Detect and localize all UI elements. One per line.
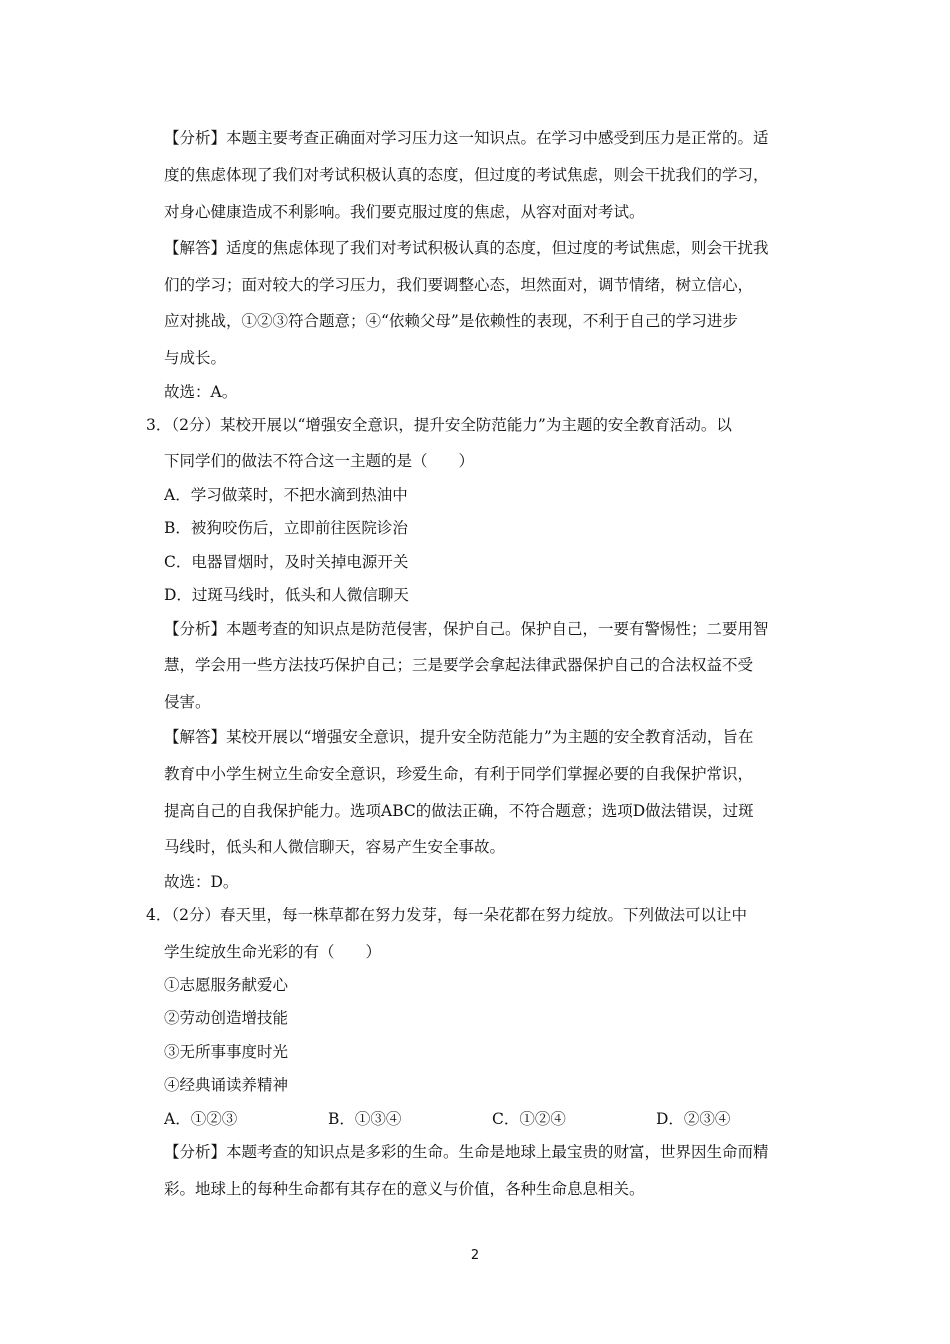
q3-stem-line-2: 下同学们的做法不符合这一主题的是（ ） [164, 452, 475, 470]
page-number: 2 [470, 1248, 480, 1263]
q2-analysis-line-3: 对身心健康造成不利影响。我们要克服过度的焦虑，从容对面对考试。 [164, 203, 645, 221]
q3-stem-line-1: 3．（2分）某校开展以“增强安全意识，提升安全防范能力”为主题的安全教育活动。以 [146, 416, 732, 434]
q4-option-a: A．①②③ [164, 1110, 238, 1128]
q4-item-4: ④经典诵读养精神 [164, 1076, 289, 1094]
q4-options-row [164, 1109, 820, 1129]
q4-item-2: ②劳动创造增技能 [164, 1009, 289, 1027]
q3-option-b: B．被狗咬伤后，立即前往医院诊治 [164, 519, 408, 537]
q3-answer-line-2: 教育中小学生树立生命安全意识，珍爱生命，有利于同学们掌握必要的自我保护常识， [164, 765, 754, 783]
q3-answer-line-1: 【解答】某校开展以“增强安全意识，提升安全防范能力”为主题的安全教育活动，旨在 [164, 728, 754, 746]
q4-analysis-line-1: 【分析】本题考查的知识点是多彩的生命。生命是地球上最宝贵的财富，世界因生命而精 [164, 1143, 769, 1161]
q2-choice: 故选：A。 [164, 383, 238, 401]
q4-stem-line-2: 学生绽放生命光彩的有（ ） [164, 943, 382, 961]
q4-option-b: B．①③④ [328, 1110, 402, 1128]
q3-answer-line-3: 提高自己的自我保护能力。选项ABC的做法正确，不符合题意；选项D做法错误，过斑 [164, 802, 754, 820]
q2-analysis-line-2: 度的焦虑体现了我们对考试积极认真的态度，但过度的考试焦虑，则会干扰我们的学习， [164, 166, 769, 184]
q4-option-c: C．①②④ [492, 1110, 566, 1128]
q3-option-a: A．学习做菜时，不把水滴到热油中 [164, 486, 408, 504]
q3-analysis-line-3: 侵害。 [164, 693, 211, 711]
q3-choice: 故选：D。 [164, 873, 239, 891]
q4-option-d: D．②③④ [656, 1110, 731, 1128]
q3-analysis-line-2: 慧，学会用一些方法技巧保护自己；三是要学会拿起法律武器保护自己的合法权益不受 [164, 656, 754, 674]
q4-analysis-line-2: 彩。地球上的每种生命都有其存在的意义与价值，各种生命息息相关。 [164, 1180, 645, 1198]
q2-answer-line-4: 与成长。 [164, 349, 227, 367]
q2-analysis-line-1: 【分析】本题主要考查正确面对学习压力这一知识点。在学习中感受到压力是正常的。适 [164, 129, 769, 147]
q2-answer-line-2: 们的学习；面对较大的学习压力，我们要调整心态，坦然面对，调节情绪，树立信心， [164, 276, 754, 294]
q4-item-3: ③无所事事度时光 [164, 1043, 289, 1061]
q3-answer-line-4: 马线时，低头和人微信聊天，容易产生安全事故。 [164, 838, 506, 856]
q4-stem-line-1: 4．（2分）春天里，每一株草都在努力发芽，每一朵花都在努力绽放。下列做法可以让中 [146, 906, 747, 924]
q2-answer-line-1: 【解答】适度的焦虑体现了我们对考试积极认真的态度，但过度的考试焦虑，则会干扰我 [164, 239, 769, 257]
q2-answer-line-3: 应对挑战，①②③符合题意；④“依赖父母”是依赖性的表现，不利于自己的学习进步 [164, 312, 738, 330]
q3-option-d: D．过斑马线时，低头和人微信聊天 [164, 586, 409, 604]
q4-item-1: ①志愿服务献爱心 [164, 976, 289, 994]
q3-analysis-line-1: 【分析】本题考查的知识点是防范侵害，保护自己。保护自己，一要有警惕性；二要用智 [164, 620, 769, 638]
q3-option-c: C．电器冒烟时，及时关掉电源开关 [164, 553, 409, 571]
